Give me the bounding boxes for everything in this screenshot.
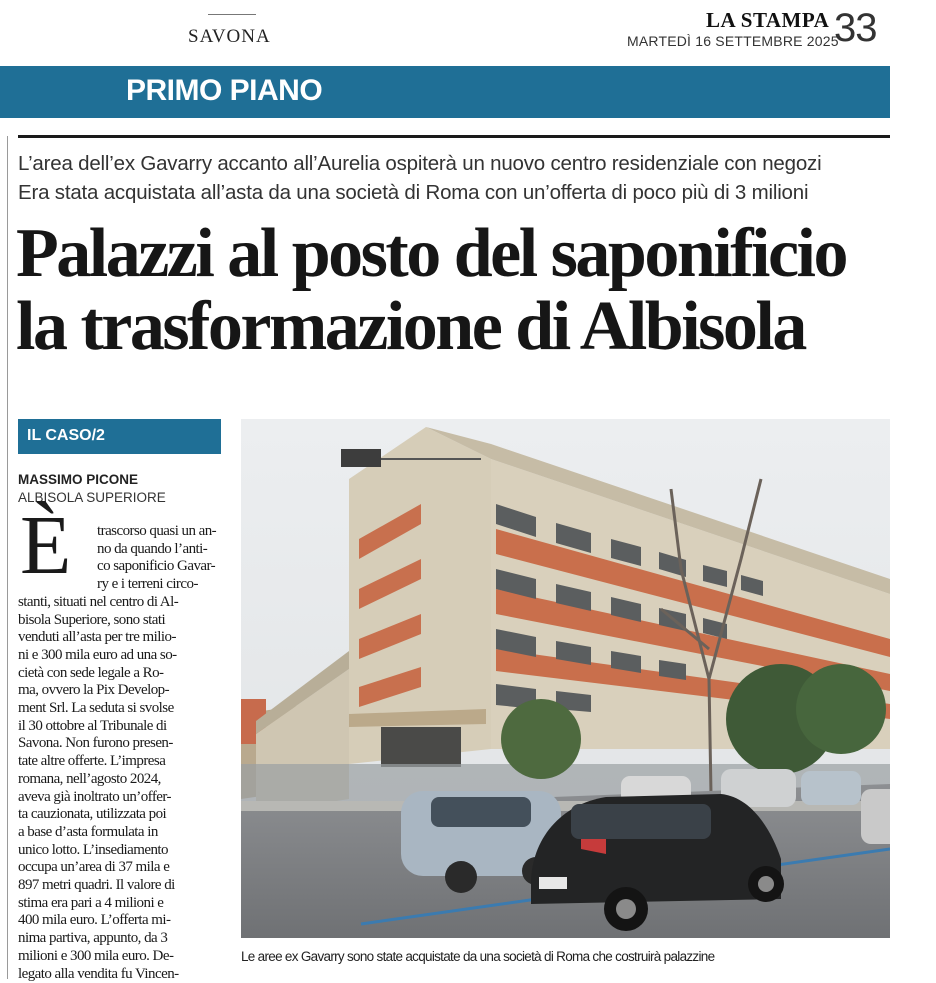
newspaper-logo: LA STAMPA [706, 8, 830, 32]
article-body-line: no da quando l’anti- [97, 540, 208, 557]
article-body-line: legato alla vendita fu Vincen- [18, 965, 179, 982]
category-label: PRIMO PIANO [126, 74, 323, 107]
article-body-line: stima era pari a 4 milioni e [18, 894, 164, 911]
article-body-line: milioni e 300 mila euro. De- [18, 947, 174, 964]
dateline-location: ALBISOLA SUPERIORE [18, 490, 166, 505]
article-photo [241, 419, 890, 938]
masthead-rule [208, 14, 256, 15]
article-body-line: romana, nell’agosto 2024, [18, 770, 161, 787]
article-body-line: co saponificio Gavar- [97, 558, 216, 575]
article-tag: IL CASO/2 [27, 427, 105, 444]
article-body [18, 523, 222, 983]
article-body-line: tate altre offerte. L’impresa [18, 753, 166, 770]
article-body-line: Savona. Non furono presen- [18, 735, 173, 752]
kicker-line-1: L’area dell’ex Gavarry accanto all’Aurelia ospiterà un nuovo centro residenziale con negozi [18, 152, 822, 175]
author-name: MASSIMO PICONE [18, 472, 139, 487]
article-body-line: unico lotto. L’insediamento [18, 841, 168, 858]
article-body-line: a base d’asta formulata in [18, 823, 158, 840]
article-body-line: trascorso quasi un an- [97, 523, 217, 539]
article-body-line: ta cauzionata, utilizzata poi [18, 806, 167, 823]
article-body-line: 400 mila euro. L’offerta mi- [18, 912, 171, 929]
article-body-line: ma, ovvero la Pix Develop- [18, 682, 170, 699]
drop-cap: È [20, 499, 72, 592]
article-body-line: ry e i terreni circo- [97, 576, 198, 593]
article-body-line: bisola Superiore, sono stati [18, 611, 166, 628]
headline-rule [18, 135, 890, 138]
factory-street-photo [241, 419, 890, 938]
article-body-line: nima partiva, appunto, da 3 [18, 930, 168, 947]
headline-line-2: la trasformazione di Albisola [16, 288, 805, 365]
kicker-line-2: Era stata acquistata all’asta da una società di Roma con un’offerta di poco più di 3 milioni [18, 181, 809, 204]
column-divider [7, 136, 8, 979]
article-body-line: venduti all’asta per tre milio- [18, 629, 176, 646]
issue-date: MARTEDÌ 16 SETTEMBRE 2025 [627, 33, 839, 49]
article-body-line: ni e 300 mila euro ad una so- [18, 646, 177, 663]
section-name: SAVONA [188, 26, 271, 47]
headline-line-1: Palazzi al posto del saponificio [16, 215, 846, 292]
article-body-line: stanti, situati nel centro di Al- [18, 593, 179, 610]
photo-caption: Le aree ex Gavarry sono state acquistate da una società di Roma che costruirà palazzine [241, 949, 715, 964]
page-number: 33 [834, 6, 877, 50]
article-body-line: 897 metri quadri. Il valore di [18, 877, 175, 894]
article-body-line: aveva già inoltrato un’offer- [18, 788, 171, 805]
article-body-line: il 30 ottobre al Tribunale di [18, 717, 167, 734]
article-body-line: cietà con sede legale a Ro- [18, 664, 164, 681]
article-body-line: ment Srl. La seduta si svolse [18, 700, 174, 717]
article-body-line: occupa un’area di 37 mila e [18, 859, 170, 876]
